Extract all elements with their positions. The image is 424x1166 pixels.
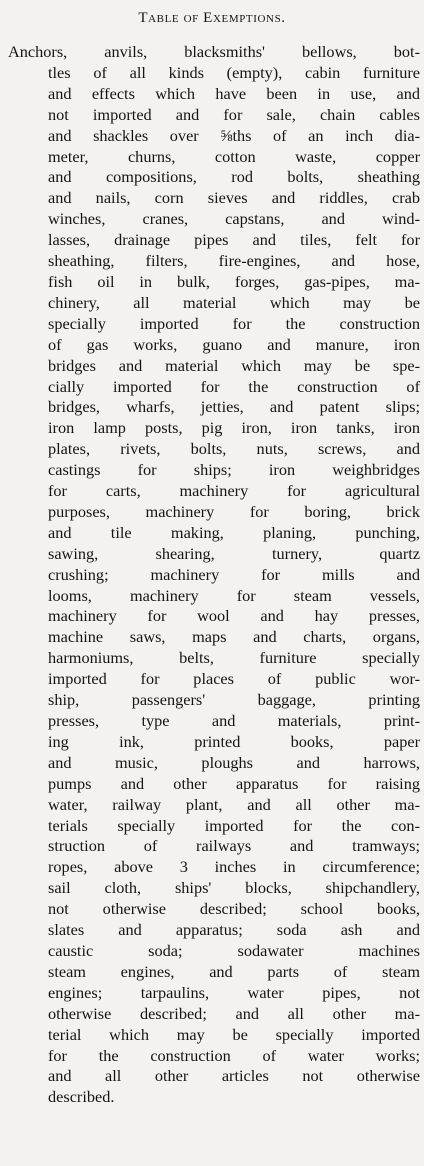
text-line: and tile making, planing, punching, [48,522,420,542]
text-line: chinery, all material which may be [48,292,420,312]
text-line: caustic soda; sodawater machines [48,940,420,960]
text-line: otherwise described; and all other ma- [48,1003,420,1023]
text-line: imported for places of public wor- [48,669,420,689]
text-line: fish oil in bulk, forges, gas-pipes, ma- [48,271,420,291]
text-line: ropes, above 3 inches in circumference; [48,857,420,877]
text-line: and effects which have been in use, and [48,83,420,103]
text-line: of gas works, guano and manure, iron [48,334,420,354]
text-line: for the construction of water works; [48,1045,420,1065]
text-line: ship, passengers' baggage, printing [48,690,420,710]
text-line: bridges and material which may be spe- [48,355,420,375]
text-line: crushing; machinery for mills and [48,564,420,584]
text-line: machine saws, maps and charts, organs, [48,627,420,647]
text-line: terial which may be specially imported [48,1024,420,1044]
text-line: slates and apparatus; soda ash and [48,920,420,940]
text-line: described. [48,1087,115,1107]
text-line: meter, churns, cotton waste, copper [48,146,420,166]
text-line: winches, cranes, capstans, and wind- [48,209,420,229]
text-line: machinery for wool and hay presses, [48,606,420,626]
text-line: iron lamp posts, pig iron, iron tanks, iron [48,418,420,438]
text-line: bridges, wharfs, jetties, and patent slips; [48,397,420,417]
text-line: terials specially imported for the con- [48,815,420,835]
text-line: castings for ships; iron weighbridges [48,460,420,480]
text-line: for carts, machinery for agricultural [48,481,420,501]
text-line: pumps and other apparatus for raising [48,773,420,793]
text-line: steam engines, and parts of steam [48,961,420,981]
text-line: and shackles over ⅝ths of an inch dia- [48,125,420,145]
text-line: not imported and for sale, chain cables [48,104,420,124]
text-line: ing ink, printed books, paper [48,731,420,751]
text-line: and compositions, rod bolts, sheathing [48,167,420,187]
text-line: plates, rivets, bolts, nuts, screws, and [48,439,420,459]
text-line: engines; tarpaulins, water pipes, not [48,982,420,1002]
text-line: lasses, drainage pipes and tiles, felt for [48,230,420,250]
text-line: water, railway plant, and all other ma- [48,794,420,814]
text-line: harmoniums, belts, furniture specially [48,648,420,668]
text-line: presses, type and materials, print- [48,711,420,730]
text-line: sail cloth, ships' blocks, shipchandlery, [48,878,420,898]
text-line: struction of railways and tramways; [48,836,420,856]
text-line: purposes, machinery for boring, brick [48,501,420,521]
text-line: specially imported for the construction [48,313,420,333]
text-line: cially imported for the construction of [48,376,420,396]
page-title: Table of Exemptions. [138,10,286,26]
text-line: tles of all kinds (empty), cabin furniture [48,62,420,82]
text-line: sheathing, filters, fire-engines, and hose, [48,251,420,271]
text-line: and nails, corn sieves and riddles, crab [48,188,420,208]
text-line: and all other articles not otherwise [48,1066,420,1086]
text-line: looms, machinery for steam vessels, [48,585,420,605]
text-line: not otherwise described; school books, [48,899,420,919]
text-line: Anchors, anvils, blacksmiths' bellows, bot- [8,42,420,61]
text-line: and music, ploughs and harrows, [48,752,420,772]
exemptions-paragraph [8,42,420,1108]
text-line: sawing, shearing, turnery, quartz [48,543,420,563]
